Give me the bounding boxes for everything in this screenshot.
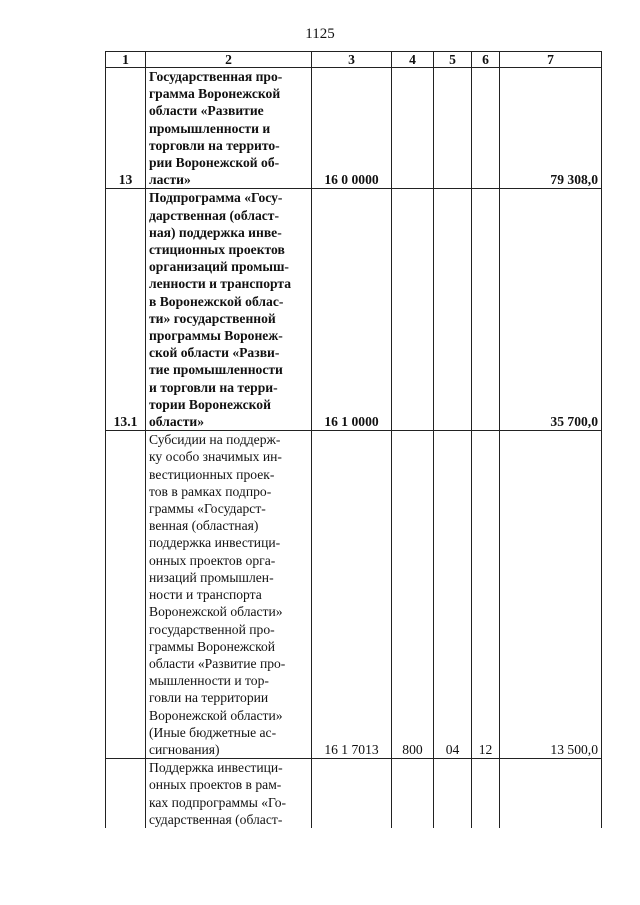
row-name-line: дарственная (област- [149,207,279,223]
row-name-line: говли на территории [149,690,269,706]
column-header: 6 [472,52,500,68]
row-name-line: Подпрограмма «Госу- [149,190,283,206]
row-name-line: в Воронежской облас- [149,293,284,309]
subsection-code [472,759,500,828]
row-name-line: ти» государственной [149,310,276,326]
target-code [312,759,392,828]
row-name-line: тов в рамках подпро- [149,483,272,499]
row-name-line: онных проектов орга- [149,552,276,568]
amount: 35 700,0 [500,189,602,431]
row-name-line: области «Развитие [149,103,264,119]
page-number: 1125 [305,26,335,42]
column-header: 7 [500,52,602,68]
row-name [146,759,312,828]
row-name-line: ленности и транспорта [149,276,292,292]
amount [500,759,602,828]
row-name-line: ской области «Разви- [149,345,280,361]
row-name-line: промышленности и [149,120,271,136]
row-name-line: программы Воронеж- [149,328,283,344]
subsection-code [472,189,500,431]
row-name-line: (Иные бюджетные ас- [149,724,277,740]
row-name-line: тории Воронежской [149,396,271,412]
row-name-line: ласти» [149,172,191,188]
row-name-line: мышленности и тор- [149,673,269,689]
row-name-line: тие промышленности [149,362,283,378]
row-name-line: государственной про- [149,621,275,637]
row-name [146,189,312,431]
section-code: 04 [434,431,472,759]
row-name-line: рии Воронежской об- [149,155,280,171]
target-code: 16 1 7013 [312,431,392,759]
row-name-line: торговли на террито- [149,137,280,153]
table-row [106,431,602,759]
row-name-line: грамма Воронежской [149,86,281,102]
target-code: 16 1 0000 [312,189,392,431]
row-name-line: граммы «Государст- [149,501,266,517]
row-name-line: низаций промышлен- [149,569,274,585]
column-header: 4 [392,52,434,68]
row-number [106,759,146,828]
row-name-line: Субсидии на поддерж- [149,432,281,448]
row-name-line: ная) поддержка инве- [149,224,282,240]
row-number: 13 [106,68,146,189]
header-row [106,52,602,68]
amount: 79 308,0 [500,68,602,189]
budget-table [105,51,602,828]
row-number: 13.1 [106,189,146,431]
row-name-line: вестиционных проек- [149,466,275,482]
row-name [146,431,312,759]
expense-type [392,68,434,189]
expense-type [392,759,434,828]
row-name [146,68,312,189]
table-row [106,68,602,189]
row-name-line: стиционных проектов [149,242,285,258]
row-name-line: области «Развитие про- [149,655,286,671]
section-code [434,189,472,431]
expense-type: 800 [392,431,434,759]
row-name-line: ности и транспорта [149,587,262,603]
column-header: 3 [312,52,392,68]
expense-type [392,189,434,431]
row-name-line: и торговли на терри- [149,379,278,395]
row-name-line: Государственная про- [149,69,283,84]
row-name-line: сударственная (област- [149,811,283,827]
row-number [106,431,146,759]
column-header: 2 [146,52,312,68]
row-name-line: Поддержка инвестици- [149,760,283,776]
row-name-line: венная (областная) [149,518,259,534]
row-name-line: поддержка инвестици- [149,535,281,551]
row-name-line: области» [149,414,205,430]
table-row [106,189,602,431]
row-name-line: Воронежской области» [149,707,283,723]
column-header: 5 [434,52,472,68]
target-code: 16 0 0000 [312,68,392,189]
section-code [434,759,472,828]
row-name-line: Воронежской области» [149,604,283,620]
amount: 13 500,0 [500,431,602,759]
subsection-code [472,68,500,189]
row-name-line: ках подпрограммы «Го- [149,794,287,810]
row-name-line: граммы Воронежской [149,638,276,654]
section-code [434,68,472,189]
subsection-code: 12 [472,431,500,759]
table-row [106,759,602,828]
row-name-line: сигнования) [149,741,220,757]
row-name-line: организаций промыш- [149,259,289,275]
column-header: 1 [106,52,146,68]
row-name-line: ку особо значимых ин- [149,449,282,465]
row-name-line: онных проектов в рам- [149,777,282,793]
